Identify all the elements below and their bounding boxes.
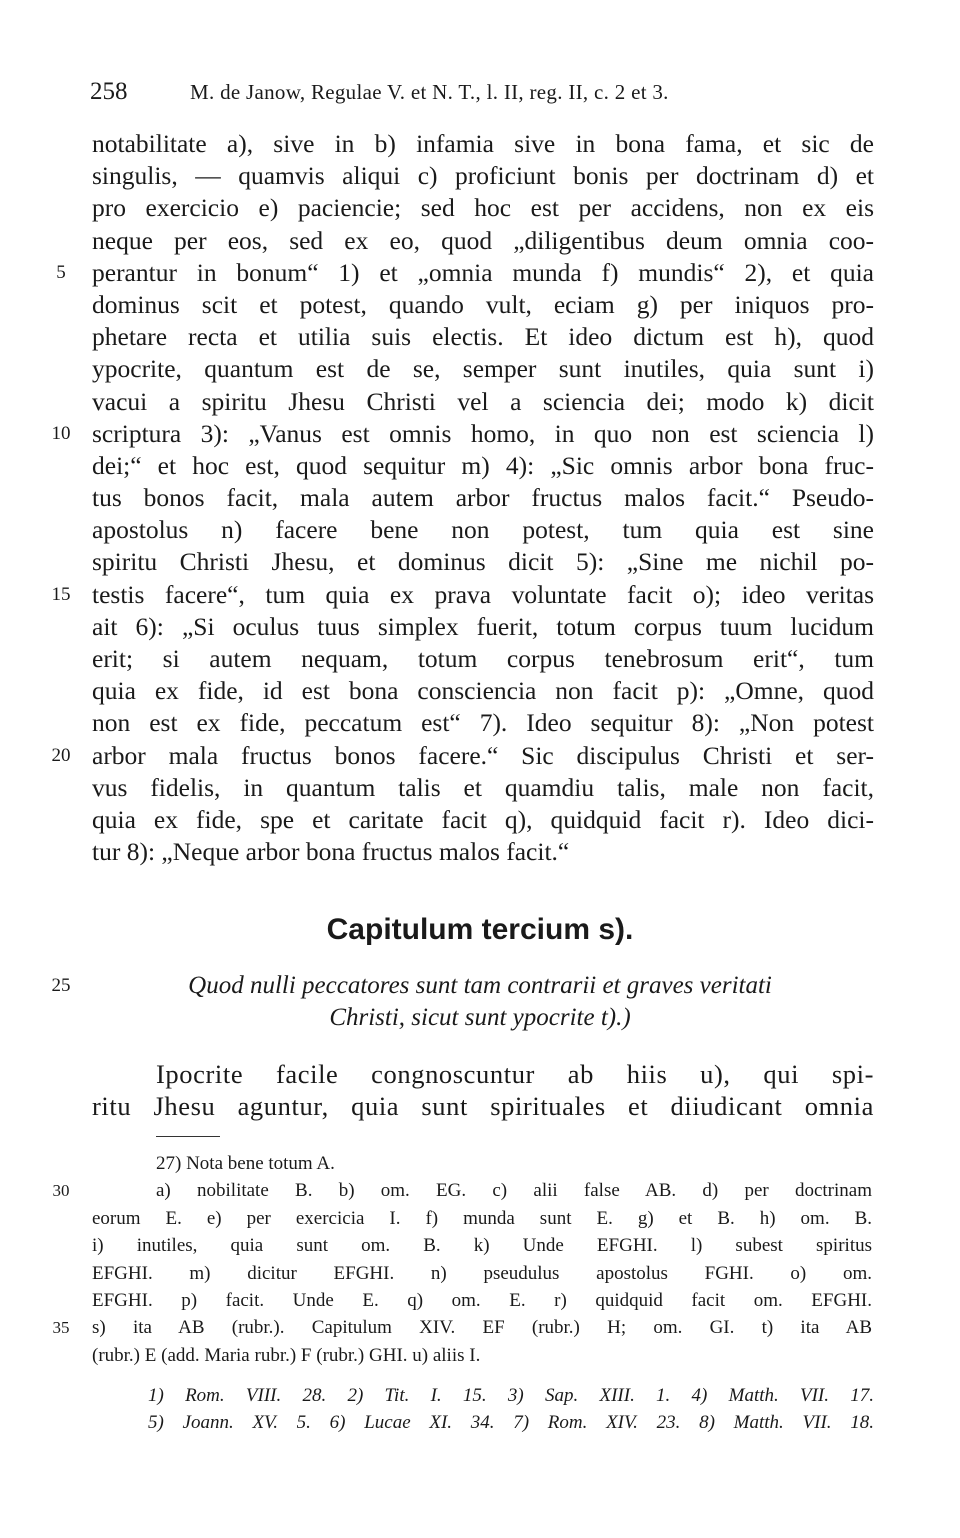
- text-line: [0, 386, 960, 418]
- text-line: [0, 514, 960, 546]
- line-number: 25: [51, 975, 71, 996]
- line-text: phetare recta et utilia suis electis. Et ideo dictum est h), quod: [92, 322, 874, 352]
- source-references: [0, 1382, 960, 1436]
- line-text: tur 8): „Neque arbor bona fructus malos facit.“: [92, 837, 570, 867]
- note-text: (rubr.) E (add. Maria rubr.) F (rubr.) GHI. u) aliis I.: [92, 1344, 481, 1366]
- text-line: [0, 450, 960, 482]
- line-text: ypocrite, quantum est de se, semper sunt inutiles, quia sunt i): [92, 354, 874, 384]
- line-number: 30: [52, 1181, 70, 1201]
- line-text: neque per eos, sed ex eo, quod „diligentibus deum omnia coo-: [92, 225, 874, 255]
- text-line: [0, 643, 960, 675]
- text-line: [0, 772, 960, 804]
- text-line: [0, 1058, 960, 1090]
- note-line: [0, 1342, 960, 1369]
- line-text: notabilitate a), sive in b) infamia sive in bona fama, et sic de: [92, 129, 874, 158]
- summary-line: [0, 1002, 960, 1034]
- line-text: dominus scit et potest, quando vult, eciam g) per iniquos pro-: [92, 289, 874, 319]
- line-text: tus bonos facit, mala autem arbor fructus malos facit.“ Pseudo-: [92, 483, 874, 513]
- text-line: [0, 289, 960, 321]
- note-text: EFGHI. m) dicitur EFGHI. n) pseudulus apostolus FGHI. o) om.: [92, 1262, 872, 1284]
- note-line: [0, 1150, 960, 1177]
- source-line: [0, 1409, 960, 1436]
- line-number: 20: [51, 744, 71, 766]
- line-text: vus fidelis, in quantum talis et quamdiu talis, male non facit,: [92, 772, 874, 802]
- note-text: EFGHI. p) facit. Unde E. q) om. E. r) quidquid facit om. EFGHI.: [92, 1289, 872, 1311]
- text-line: [0, 482, 960, 514]
- note-line: [0, 1287, 960, 1314]
- text-line: [0, 321, 960, 353]
- line-text: arbor mala fructus bonos facere.“ Sic discipulus Christi et ser-: [92, 740, 874, 770]
- source-line: [0, 1382, 960, 1409]
- text-line: [0, 804, 960, 836]
- line-text: quia ex fide, id est bona consciencia non facit p): „Omne, quod: [92, 676, 874, 706]
- line-number: 5: [56, 261, 66, 283]
- line-text: pro exercicio e) paciencie; sed hoc est per accidens, non ex eis: [92, 193, 874, 223]
- note-text: s) ita AB (rubr.). Capitulum XIV. EF (rubr.) H; om. GI. t) ita AB: [92, 1317, 872, 1339]
- line-text: perantur in bonum“ 1) et „omnia munda f) mundis“ 2), et quia: [92, 257, 874, 287]
- text-line: [0, 418, 960, 450]
- text-line: [0, 1090, 960, 1122]
- note-line: [0, 1205, 960, 1232]
- line-text: testis facere“, tum quia ex prava voluntate facit o); ideo veritas: [92, 579, 874, 609]
- line-text: singulis, — quamvis aliqui c) proficiunt bonis per doctrinam d) et: [92, 161, 874, 191]
- footnote-divider: [156, 1136, 220, 1137]
- line-text: ritu Jhesu aguntur, quia sunt spirituales et diiudicant omnia: [92, 1091, 874, 1122]
- note-text: a) nobilitate B. b) om. EG. c) alii false AB. d) per doctrinam: [156, 1180, 872, 1202]
- chapter-text: [0, 1058, 960, 1122]
- note-line: [0, 1177, 960, 1204]
- summary-line: [0, 970, 960, 1002]
- chapter-heading: Capitulum tercium s).: [326, 913, 634, 946]
- critical-apparatus: [0, 1150, 960, 1369]
- source-text: 5) Joann. XV. 5. 6) Lucae XI. 34. 7) Rom. XIV. 23. 8) Matth. VII. 18.: [148, 1412, 874, 1433]
- text-line: [0, 707, 960, 739]
- text-line: [0, 611, 960, 643]
- line-text: vacui a spiritu Jhesu Christi vel a sciencia dei; modo k) dicit: [92, 386, 874, 416]
- running-header: [90, 78, 880, 114]
- text-line: [0, 257, 960, 289]
- text-line: [0, 192, 960, 224]
- text-line: [0, 546, 960, 578]
- text-line: [0, 836, 960, 868]
- line-text: dei;“ et hoc est, quod sequitur m) 4): „Sic omnis arbor bona fruc-: [92, 450, 874, 480]
- main-text: [0, 128, 960, 868]
- line-text: non est ex fide, peccatum est“ 7). Ideo sequitur 8): „Non potest: [92, 708, 874, 738]
- running-title: M. de Janow, Regulae V. et N. T., l. II, reg. II, c. 2 et 3.: [190, 80, 669, 104]
- note-line: [0, 1232, 960, 1259]
- line-text: erit; si autem nequam, totum corpus tenebrosum erit“, tum: [92, 644, 874, 673]
- note-line: [0, 1260, 960, 1287]
- note-text: i) inutiles, quia sunt om. B. k) Unde EFGHI. l) subest spiritus: [92, 1235, 872, 1257]
- line-text: quia ex fide, spe et caritate facit q), quidquid facit r). Ideo dici-: [92, 804, 874, 834]
- line-text: apostolus n) facere bene non potest, tum quia est sine: [92, 515, 874, 545]
- text-line: [0, 128, 960, 160]
- text-line: [0, 225, 960, 257]
- text-line: [0, 160, 960, 192]
- line-number: 10: [51, 422, 71, 444]
- line-text: spiritu Christi Jhesu, et dominus dicit 5): „Sine me nichil po-: [92, 547, 874, 577]
- note-text: 27) Nota bene totum A.: [156, 1153, 335, 1174]
- text-line: [0, 675, 960, 707]
- line-text: Ipocrite facile congnoscuntur ab hiis u), qui spi-: [156, 1059, 874, 1089]
- line-number: 35: [52, 1318, 70, 1338]
- note-line: [0, 1314, 960, 1341]
- summary-text: Christi, sicut sunt ypocrite t).): [329, 1004, 631, 1031]
- chapter-summary: [0, 970, 960, 1034]
- note-text: eorum E. e) per exercicia I. f) munda sunt E. g) et B. h) om. B.: [92, 1207, 872, 1229]
- line-text: scriptura 3): „Vanus est omnis homo, in quo non est sciencia l): [92, 418, 874, 448]
- summary-text: Quod nulli peccatores sunt tam contrarii et graves veritati: [188, 972, 772, 999]
- source-text: 1) Rom. VIII. 28. 2) Tit. I. 15. 3) Sap. XIII. 1. 4) Matth. VII. 17.: [148, 1385, 874, 1406]
- page-number: 258: [90, 78, 128, 105]
- line-number: 15: [51, 583, 71, 605]
- text-line: [0, 579, 960, 611]
- text-line: [0, 353, 960, 385]
- line-text: ait 6): „Si oculus tuus simplex fuerit, totum corpus tuum lucidum: [92, 611, 874, 641]
- text-line: [0, 740, 960, 772]
